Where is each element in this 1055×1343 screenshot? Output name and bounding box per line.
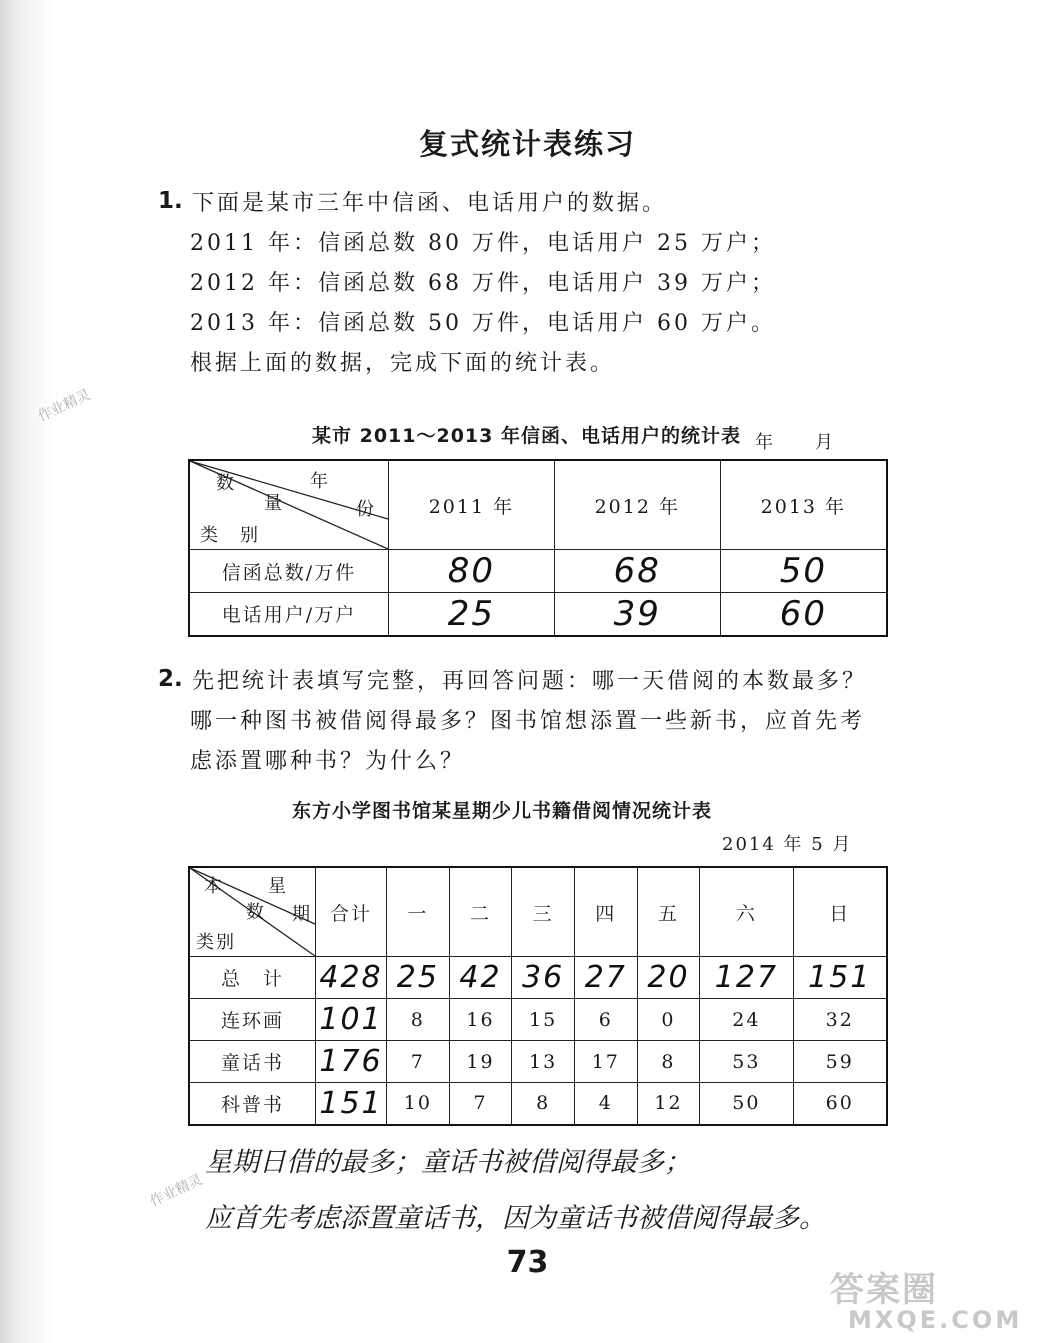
q2-cell: 50 <box>700 1083 793 1125</box>
q2-diag-category: 类别 <box>196 932 236 953</box>
q1-number: 1. <box>158 188 183 214</box>
q2-row-label: 总 计 <box>189 957 316 999</box>
q2-cell: 10 <box>387 1083 450 1125</box>
q2-cell: 12 <box>637 1083 700 1125</box>
q2-col-mon: 一 <box>387 867 450 957</box>
q2-cell: 101 <box>316 999 387 1041</box>
q2-cell: 27 <box>574 957 637 999</box>
q2-row-label: 连环画 <box>189 999 316 1041</box>
q2-cell: 8 <box>637 1041 700 1083</box>
q2-cell: 6 <box>574 999 637 1041</box>
q2-col-sun: 日 <box>793 867 887 957</box>
q2-col-sat: 六 <box>700 867 793 957</box>
q1-diag-category: 类 别 <box>200 525 260 546</box>
q2-diag-shu: 数 <box>246 902 266 923</box>
q2-cell: 17 <box>574 1041 637 1083</box>
q2-header-diagonal-cell <box>189 867 316 957</box>
q2-cell: 8 <box>387 999 450 1041</box>
q2-row-label: 科普书 <box>189 1083 316 1125</box>
q2-table-date: 2014 年 5 月 <box>722 834 853 855</box>
q2-cell: 15 <box>512 999 575 1041</box>
q2-line-2: 哪一种图书被借阅得最多？图书馆想添置一些新书，应首先考 <box>190 709 866 734</box>
q2-cell: 151 <box>316 1083 387 1125</box>
watermark-small: 作业精灵 <box>147 1171 206 1210</box>
q1-header-diagonal-cell <box>189 460 389 550</box>
q1-line-5: 根据上面的数据，完成下面的统计表。 <box>190 351 616 376</box>
q1-line-4: 2013 年：信函总数 50 万件，电话用户 60 万户。 <box>190 311 776 336</box>
q1-table-date: 年 月 <box>755 432 835 453</box>
q2-line-1: 先把统计表填写完整，再回答问题：哪一天借阅的本数最多？ <box>192 669 868 694</box>
q1-diag-shu: 数 <box>216 473 236 494</box>
q2-cell: 8 <box>512 1083 575 1125</box>
q2-row-label: 童话书 <box>189 1041 316 1083</box>
q1-cell: 68 <box>554 550 720 593</box>
q2-cell: 60 <box>793 1083 887 1125</box>
q2-cell: 19 <box>449 1041 512 1083</box>
q2-cell: 20 <box>637 957 700 999</box>
q2-answer-line-2: 应首先考虑添置童话书，因为童话书被借阅得最多。 <box>205 1203 826 1234</box>
q2-table-row <box>189 1083 887 1125</box>
q2-cell: 7 <box>387 1041 450 1083</box>
q2-diag-qi: 期 <box>292 904 312 925</box>
q2-col-fri: 五 <box>637 867 700 957</box>
q2-cell: 4 <box>574 1083 637 1125</box>
q2-cell: 36 <box>512 957 575 999</box>
q2-cell: 151 <box>793 957 887 999</box>
q1-row-label: 电话用户/万户 <box>189 593 389 636</box>
q1-cell: 39 <box>554 593 720 636</box>
q2-diag-ben: 本 <box>204 876 224 897</box>
q1-cell: 25 <box>389 593 555 636</box>
q1-col-2011: 2011 年 <box>389 460 555 550</box>
q2-line-3: 虑添置哪种书？为什么？ <box>190 749 466 774</box>
q1-line-1: 下面是某市三年中信函、电话用户的数据。 <box>192 191 668 216</box>
q2-table-row <box>189 999 887 1041</box>
page-number: 73 <box>506 1245 549 1280</box>
q2-cell: 176 <box>316 1041 387 1083</box>
q2-cell: 13 <box>512 1041 575 1083</box>
q2-cell: 59 <box>793 1041 887 1083</box>
q2-cell: 25 <box>387 957 450 999</box>
q2-cell: 0 <box>637 999 700 1041</box>
watermark-brand: 答案圈 <box>830 1270 938 1310</box>
q2-col-total: 合计 <box>316 867 387 957</box>
q2-table-title: 东方小学图书馆某星期少儿书籍借阅情况统计表 <box>292 800 713 822</box>
q1-col-2013: 2013 年 <box>720 460 887 550</box>
q2-cell: 428 <box>316 957 387 999</box>
q2-cell: 42 <box>449 957 512 999</box>
q2-table <box>188 866 888 1126</box>
q2-cell: 32 <box>793 999 887 1041</box>
q1-table-title: 某市 2011～2013 年信函、电话用户的统计表 <box>312 425 741 447</box>
q2-col-tue: 二 <box>449 867 512 957</box>
q1-line-3: 2012 年：信函总数 68 万件，电话用户 39 万户； <box>190 271 776 296</box>
q2-table-row <box>189 1041 887 1083</box>
q2-col-thu: 四 <box>574 867 637 957</box>
q2-number: 2. <box>158 666 183 692</box>
q1-diag-fen: 份 <box>356 499 376 520</box>
q1-row-label: 信函总数/万件 <box>189 550 389 593</box>
q2-cell: 53 <box>700 1041 793 1083</box>
watermark-site: MXQE.COM <box>848 1306 1023 1334</box>
watermark-small: 作业精灵 <box>35 386 94 425</box>
q2-diag-xing: 星 <box>268 876 288 897</box>
q1-table <box>188 459 888 637</box>
q2-cell: 24 <box>700 999 793 1041</box>
q2-table-row <box>189 957 887 999</box>
q1-cell: 50 <box>720 550 887 593</box>
q2-cell: 7 <box>449 1083 512 1125</box>
q2-col-wed: 三 <box>512 867 575 957</box>
q1-col-2012: 2012 年 <box>554 460 720 550</box>
q1-diag-liang: 量 <box>264 493 284 514</box>
q1-cell: 60 <box>720 593 887 636</box>
q1-diag-year: 年 <box>310 471 330 492</box>
q2-cell: 127 <box>700 957 793 999</box>
page-title: 复式统计表练习 <box>418 127 636 161</box>
q1-line-2: 2011 年：信函总数 80 万件，电话用户 25 万户； <box>190 231 776 256</box>
q2-cell: 16 <box>449 999 512 1041</box>
q1-cell: 80 <box>389 550 555 593</box>
q2-answer-line-1: 星期日借的最多；童话书被借阅得最多； <box>205 1147 691 1178</box>
